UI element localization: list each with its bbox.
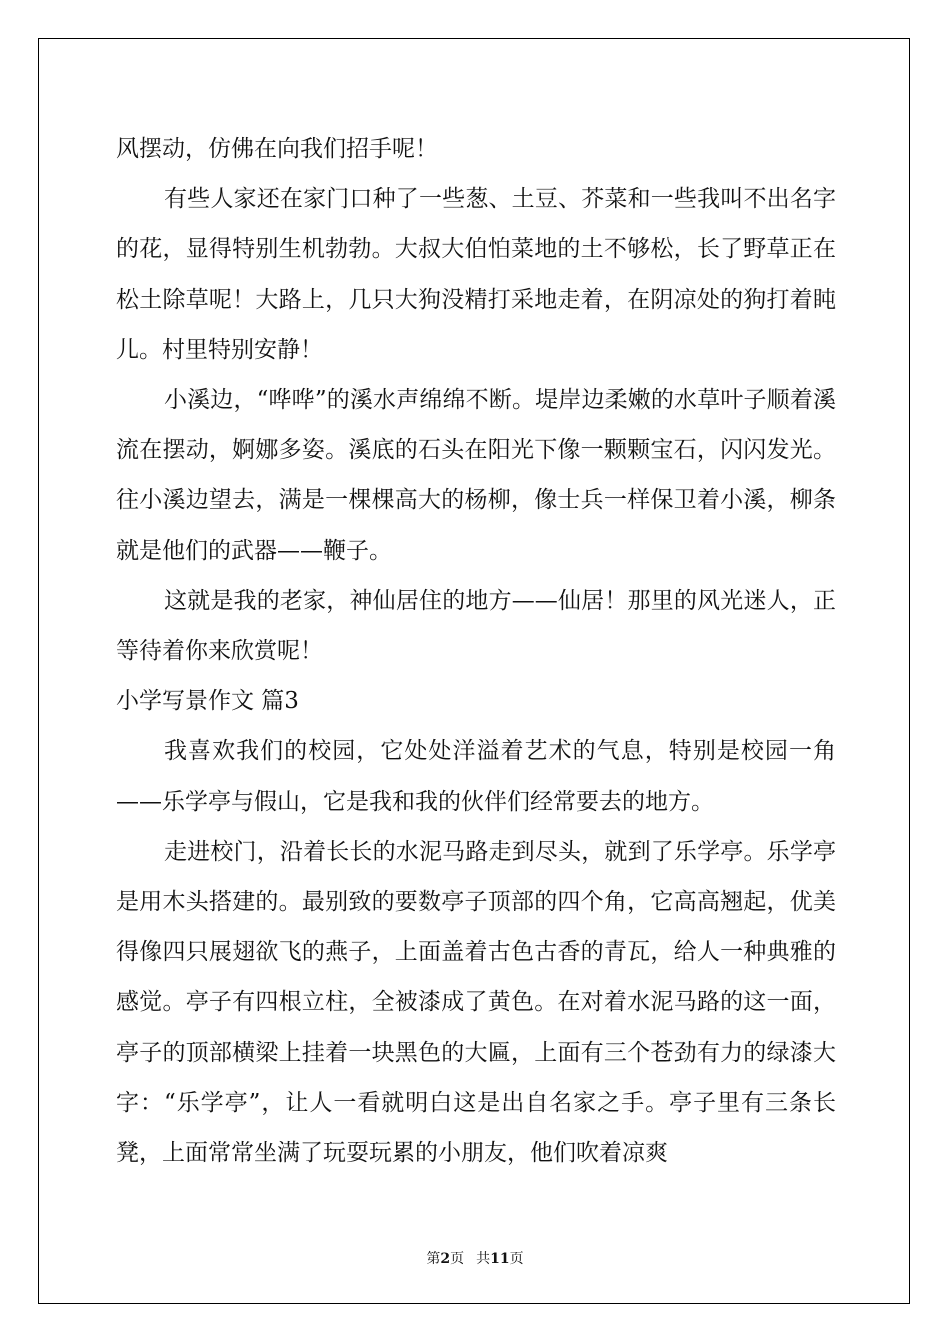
total-suffix: 页 xyxy=(509,1251,524,1267)
paragraph-3: 小溪边，“哗哗”的溪水声绵绵不断。堤岸边柔嫩的水草叶子顺着溪流在摆动，婀娜多姿。溪底的石头在阳光下像一颗颗宝石，闪闪发光。往小溪边望去，满是一棵棵高大的杨柳，像士兵一样保卫着小溪，柳条就是他们的武器——鞭子。 xyxy=(116,387,836,564)
paragraph-2: 有些人家还在家门口种了一些葱、土豆、芥菜和一些我叫不出名字的花，显得特别生机勃勃。大叔大伯怕菜地的土不够松，长了野草正在松土除草呢！大路上，几只大狗没精打采地走着，在阴凉处的狗打着盹儿。村里特别安静！ xyxy=(116,186,836,363)
total-prefix: 共 xyxy=(476,1251,491,1267)
page-total: 11 xyxy=(490,1251,510,1267)
page-current: 2 xyxy=(440,1251,451,1267)
page-suffix: 页 xyxy=(450,1251,465,1267)
section-heading: 小学写景作文 篇3 xyxy=(116,688,299,715)
paragraph-4: 这就是我的老家，神仙居住的地方——仙居！那里的风光迷人，正等待着你来欣赏呢！ xyxy=(116,587,836,665)
page-prefix: 第 xyxy=(426,1251,441,1267)
page-footer xyxy=(0,1248,950,1268)
paragraph-5: 我喜欢我们的校园，它处处洋溢着艺术的气息，特别是校园一角——乐学亭与假山，它是我和我的伙伴们经常要去的地方。 xyxy=(116,738,836,815)
document-body xyxy=(116,124,836,1178)
paragraph-1: 风摆动，仿佛在向我们招手呢！ xyxy=(116,136,438,162)
paragraph-6: 走进校门，沿着长长的水泥马路走到尽头，就到了乐学亭。乐学亭是用木头搭建的。最别致的要数亭子顶部的四个角，它高高翘起，优美得像四只展翅欲飞的燕子，上面盖着古色古香的青瓦，给人一种典雅的感觉。亭子有四根立柱，全被漆成了黄色。在对着水泥马路的这一面，亭子的顶部横梁上挂着一块黑色的大匾，上面有三个苍劲有力的绿漆大字：“乐学亭”，让人一看就明白这是出自名家之手。亭子里有三条长凳，上面常常坐满了玩耍玩累的小朋友，他们吹着凉爽 xyxy=(116,838,836,1167)
